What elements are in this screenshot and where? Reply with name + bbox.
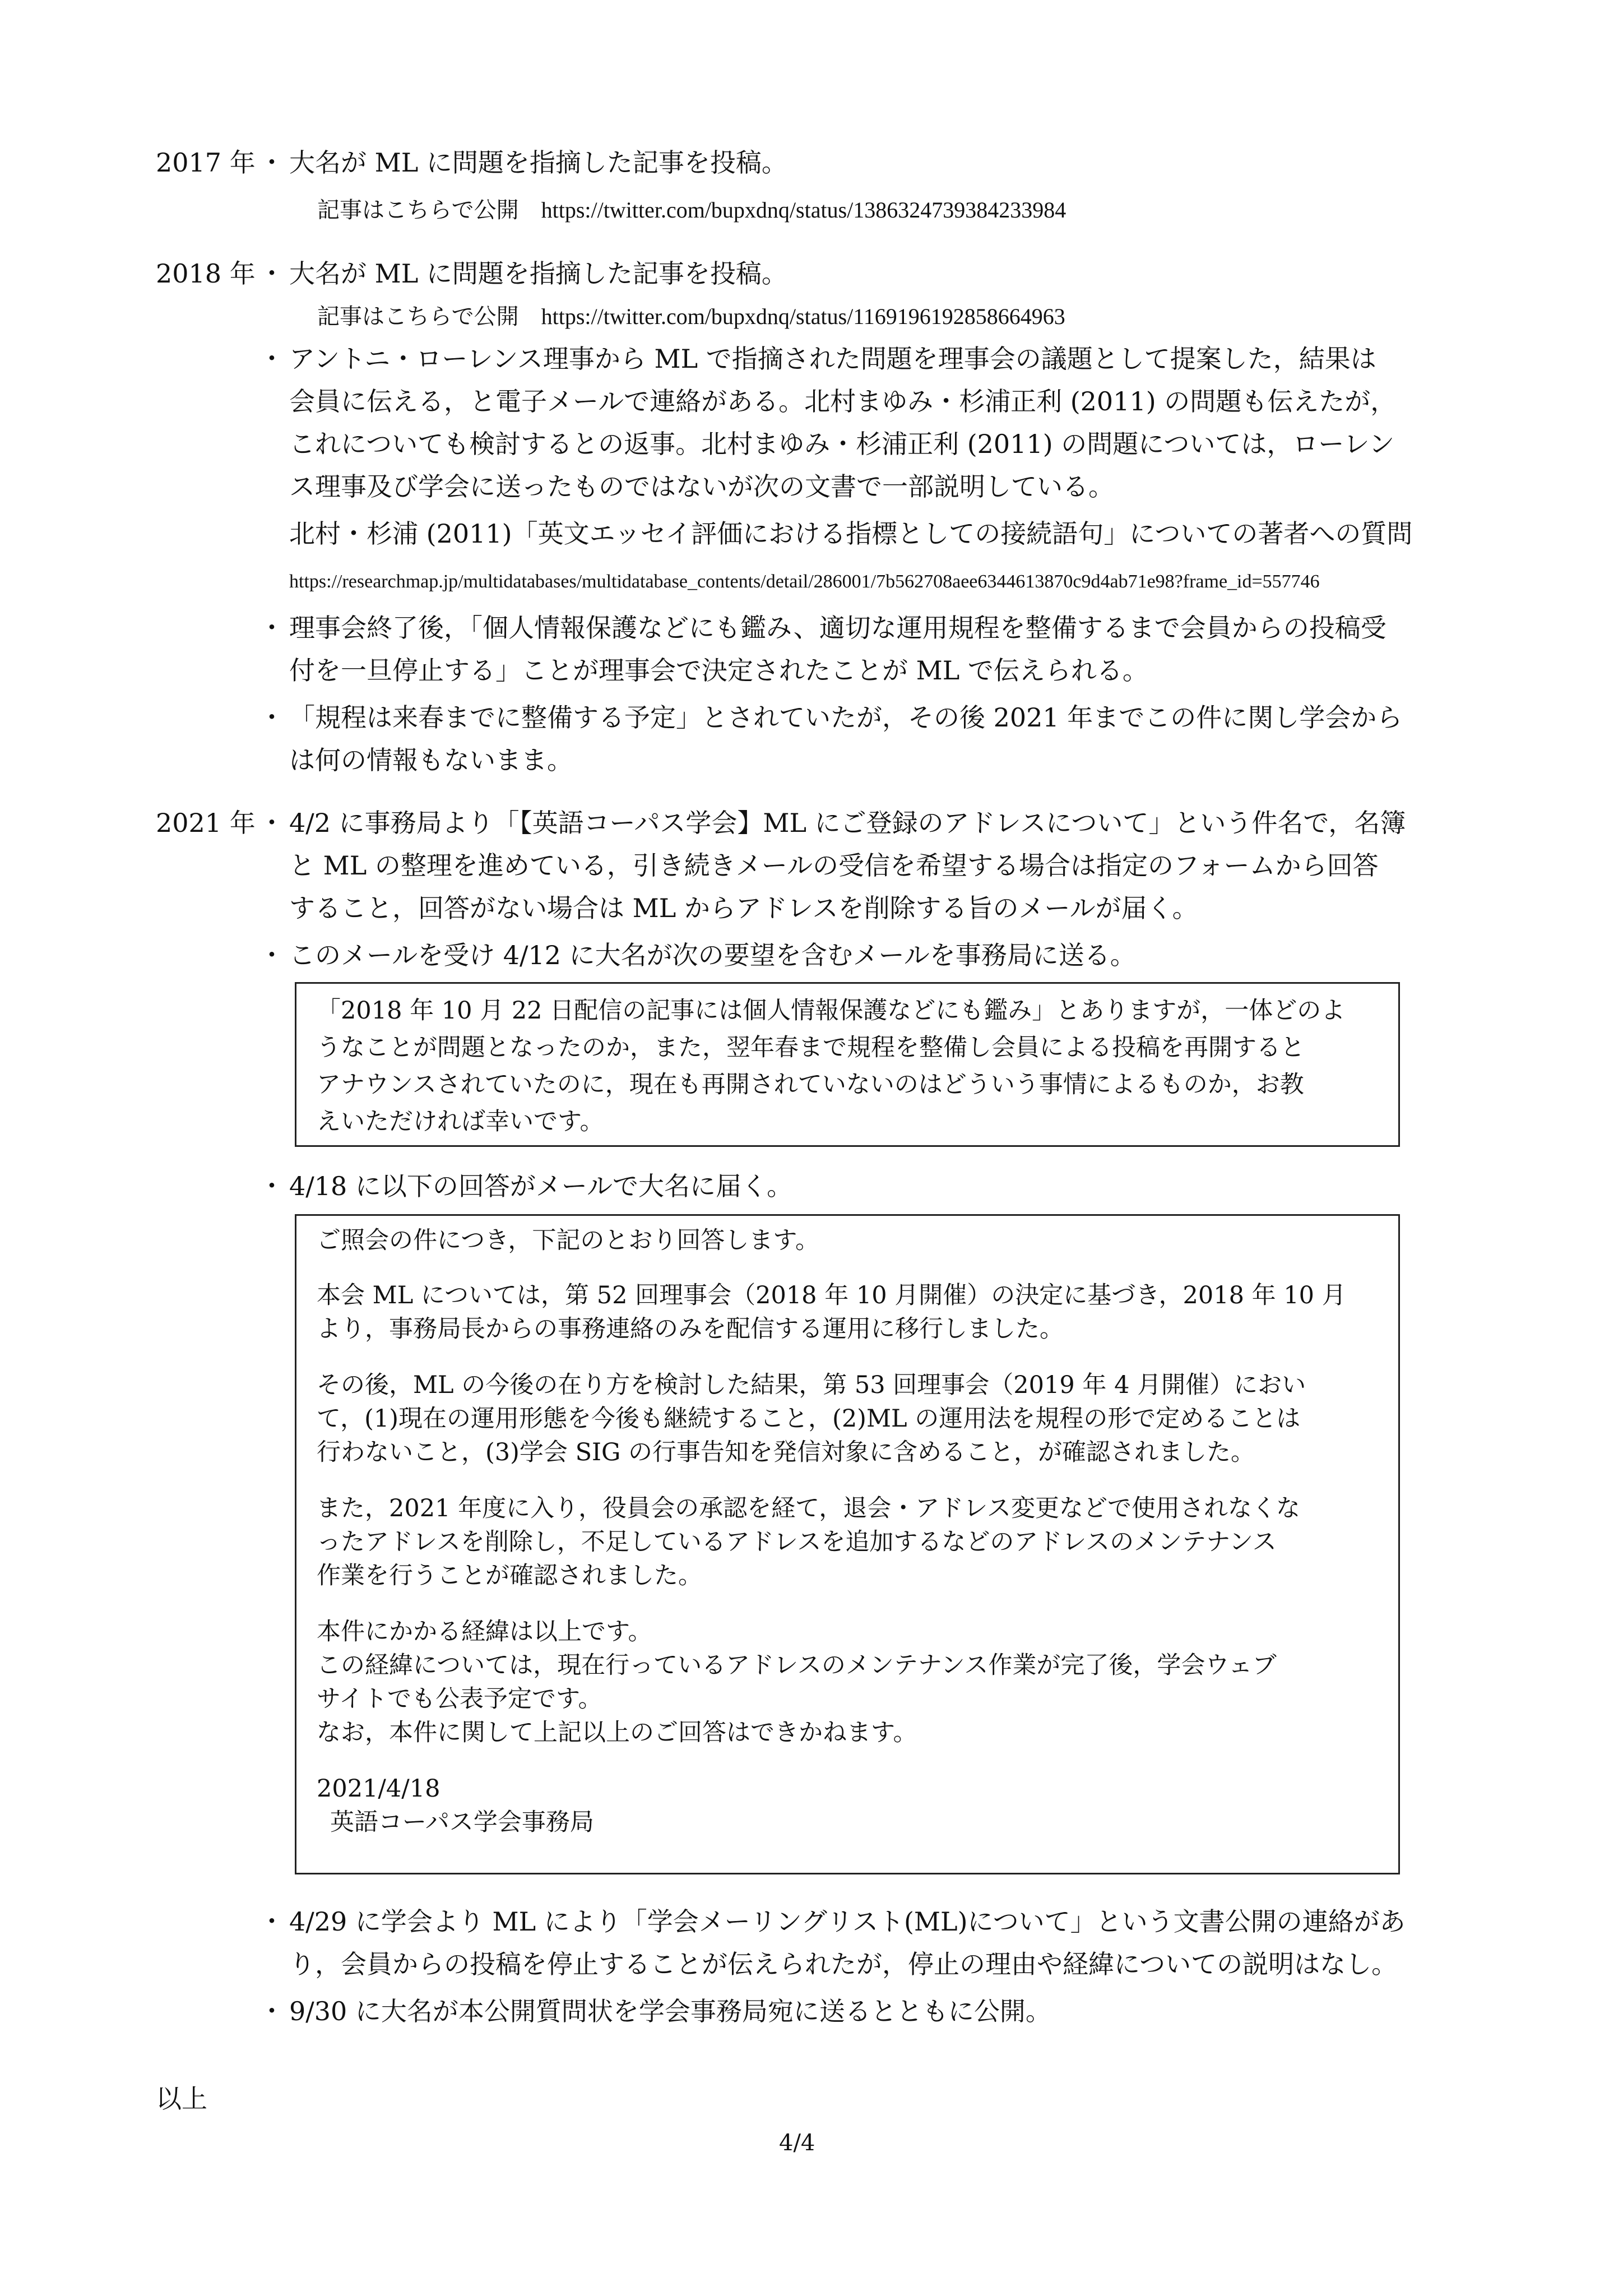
bullet: ・: [259, 147, 285, 178]
reply-p5-line1: 本件にかかる経緯は以上です。: [317, 1618, 652, 1646]
entry-2018-2-line1: アントニ・ローレンス理事から ML で指摘された問題を理事会の議題として提案した，結果は: [289, 344, 1376, 374]
request-quote-line3: アナウンスされていたのに，現在も再開されていないのはどういう事情によるものか，お教: [317, 1071, 1304, 1099]
bullet: ・: [259, 808, 285, 838]
bullet: ・: [259, 1906, 285, 1937]
request-quote-line4: えいただければ幸いです。: [317, 1108, 604, 1136]
reply-quote-box: [295, 1214, 1400, 1874]
entry-2018-1-link[interactable]: 記事はこちらで公開 https://twitter.com/bupxdnq/status/1169196192858664963: [317, 304, 1065, 329]
entry-2021-2: このメールを受け 4/12 に大名が次の要望を含むメールを事務局に送る。: [289, 940, 1136, 970]
page-number: 4/4: [779, 2130, 815, 2156]
reply-p3-line1: その後，ML の今後の在り方を検討した結果，第 53 回理事会（2019 年 4 月開催）におい: [317, 1371, 1306, 1399]
entry-2017-1: 大名が ML に問題を指摘した記事を投稿。: [289, 147, 787, 178]
entry-2021-1-line2: と ML の整理を進めている，引き続きメールの受信を希望する場合は指定のフォームから回答: [289, 850, 1379, 881]
reply-p2-line2: より，事務局長からの事務連絡のみを配信する運用に移行しました。: [317, 1315, 1064, 1343]
request-quote-line1: 「2018 年 10 月 22 日配信の記事には個人情報保護などにも鑑み」とありますが，一体どのよ: [317, 997, 1346, 1025]
entry-2018-1: 大名が ML に問題を指摘した記事を投稿。: [289, 258, 787, 289]
entry-2018-4-line2: は何の情報もないまま。: [289, 745, 573, 775]
bullet: ・: [259, 344, 285, 374]
bullet: ・: [259, 940, 285, 970]
reply-p3-line2: て，(1)現在の運用形態を今後も継続すること，(2)ML の運用法を規程の形で定めることは: [317, 1405, 1301, 1433]
reply-p1: ご照会の件につき，下記のとおり回答します。: [317, 1226, 819, 1255]
entry-2018-2-line5: 北村・杉浦 (2011)「英文エッセイ評価における指標としての接続語句」についての著者への質問: [289, 519, 1413, 549]
researchmap-link[interactable]: https://researchmap.jp/multidatabases/multidatabase_contents/detail/286001/7b562708aee6344613870c9d4ab71e98?frame_id=557746: [289, 571, 1320, 592]
reply-date: 2021/4/18: [317, 1775, 440, 1803]
request-quote-line2: うなことが問題となったのか，また，翌年春まで規程を整備し会員による投稿を再開すると: [317, 1034, 1305, 1062]
reply-signature: 英語コーパス学会事務局: [330, 1808, 594, 1836]
entry-2021-5: 9/30 に大名が本公開質問状を学会事務局宛に送るとともに公開。: [289, 1996, 1051, 2026]
entry-2021-3: 4/18 に以下の回答がメールで大名に届く。: [289, 1171, 793, 1201]
reply-p2-line1: 本会 ML については，第 52 回理事会（2018 年 10 月開催）の決定に基づき，2018 年 10 月: [317, 1281, 1346, 1309]
year-2018-label: 2018 年: [156, 258, 256, 289]
bullet: ・: [259, 1996, 285, 2026]
closing-text: 以上: [156, 2084, 207, 2114]
entry-2021-1-line1: 4/2 に事務局より「【英語コーパス学会】ML にご登録のアドレスについて」という件名で，名簿: [289, 808, 1406, 838]
entry-2018-3-line1: 理事会終了後，「個人情報保護などにも鑑み、適切な運用規程を整備するまで会員からの投稿受: [289, 613, 1386, 643]
year-2021-label: 2021 年: [156, 808, 256, 838]
reply-p3-line3: 行わないこと，(3)学会 SIG の行事告知を発信対象に含めること，が確認されました。: [317, 1438, 1255, 1466]
entry-2017-1-link[interactable]: 記事はこちらで公開 https://twitter.com/bupxdnq/status/1386324739384233984: [317, 197, 1066, 223]
entry-2018-2-line2: 会員に伝える，と電子メールで連絡がある。北村まゆみ・杉浦正利 (2011) の問題も伝えたが，: [289, 386, 1397, 416]
bullet: ・: [259, 1171, 285, 1201]
bullet: ・: [259, 702, 285, 733]
entry-2018-3-line2: 付を一旦停止する」ことが理事会で決定されたことが ML で伝えられる。: [289, 655, 1148, 686]
entry-2021-4-line2: り，会員からの投稿を停止することが伝えられたが，停止の理由や経緯についての説明はなし。: [289, 1949, 1398, 1979]
entry-2018-2-line4: ス理事及び学会に送ったものではないが次の文書で一部説明している。: [289, 471, 1114, 502]
reply-p4-line3: 作業を行うことが確認されました。: [317, 1562, 702, 1590]
entry-2021-1-line3: すること，回答がない場合は ML からアドレスを削除する旨のメールが届く。: [289, 893, 1198, 923]
year-2017-label: 2017 年: [156, 147, 256, 178]
reply-p4-line1: また，2021 年度に入り，役員会の承認を経て，退会・アドレス変更などで使用されなくな: [317, 1494, 1300, 1522]
request-quote-box: [295, 982, 1400, 1147]
reply-p5-line3: サイトでも公表予定です。: [317, 1685, 602, 1713]
entry-2018-4-line1: 「規程は来春までに整備する予定」とされていたが，その後 2021 年までこの件に関し学会から: [289, 702, 1403, 733]
reply-p4-line2: ったアドレスを削除し，不足しているアドレスを追加するなどのアドレスのメンテナンス: [317, 1528, 1277, 1556]
reply-p5-line4: なお，本件に関して上記以上のご回答はできかねます。: [317, 1719, 917, 1747]
entry-2021-4-line1: 4/29 に学会より ML により「学会メーリングリスト(ML)について」という文書公開の連絡があ: [289, 1906, 1406, 1937]
bullet: ・: [259, 258, 285, 289]
reply-p5-line2: この経緯については，現在行っているアドレスのメンテナンス作業が完了後，学会ウェブ: [317, 1651, 1277, 1679]
entry-2018-2-line3: これについても検討するとの返事。北村まゆみ・杉浦正利 (2011) の問題については，ローレン: [289, 429, 1395, 459]
bullet: ・: [259, 613, 285, 643]
